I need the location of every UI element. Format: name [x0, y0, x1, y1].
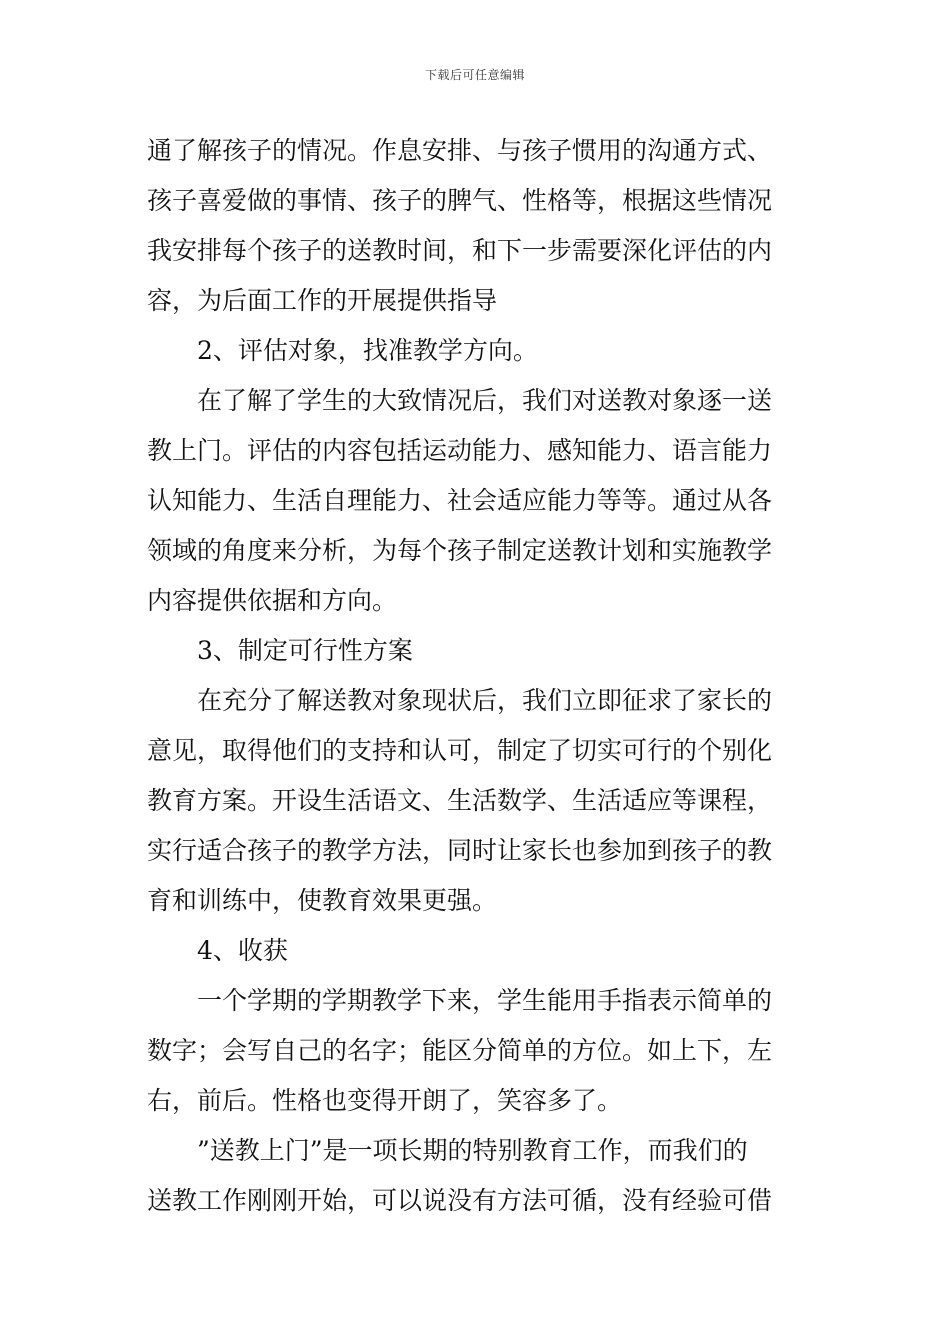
text-line: 实行适合孩子的教学方法，同时让家长也参加到孩子的教: [147, 836, 773, 865]
text-line: 内容提供依据和方向。: [147, 586, 398, 615]
paragraph-start: 一个学期的学期教学下来，学生能用手指表示简单的: [197, 986, 773, 1015]
section-heading: 3、制定可行性方案: [197, 636, 413, 665]
text-line: 教上门。评估的内容包括运动能力、感知能力、语言能力: [147, 436, 773, 465]
section-heading: 4、收获: [197, 936, 288, 965]
text-line: 认知能力、生活自理能力、社会适应能力等等。通过从各: [147, 486, 773, 515]
text-line: 送教工作刚刚开始，可以说没有方法可循，没有经验可借: [147, 1186, 773, 1215]
text-line: 容，为后面工作的开展提供指导: [147, 286, 498, 315]
text-line: 数字；会写自己的名字；能区分简单的方位。如上下，左: [147, 1036, 773, 1065]
text-line: 领域的角度来分析，为每个孩子制定送教计划和实施教学: [147, 536, 773, 565]
paragraph-start: ”送教上门”是一项长期的特别教育工作，而我们的: [197, 1136, 748, 1165]
section-heading: 2、评估对象，找准教学方向。: [197, 336, 538, 365]
document-body: [147, 126, 807, 1226]
paragraph-start: 在充分了解送教对象现状后，我们立即征求了家长的: [197, 686, 773, 715]
text-line: 孩子喜爱做的事情、孩子的脾气、性格等，根据这些情况: [147, 186, 773, 215]
page-header: 下载后可任意编辑: [424, 68, 525, 82]
text-line: 教育方案。开设生活语文、生活数学、生活适应等课程，: [147, 786, 773, 815]
text-line: 通了解孩子的情况。作息安排、与孩子惯用的沟通方式、: [147, 136, 773, 165]
text-line: 我安排每个孩子的送教时间，和下一步需要深化评估的内: [147, 236, 773, 265]
paragraph-start: 在了解了学生的大致情况后，我们对送教对象逐一送: [197, 386, 773, 415]
text-line: 育和训练中，使教育效果更强。: [147, 886, 498, 915]
text-line: 意见，取得他们的支持和认可，制定了切实可行的个别化: [147, 736, 773, 765]
text-line: 右，前后。性格也变得开朗了，笑容多了。: [147, 1086, 623, 1115]
